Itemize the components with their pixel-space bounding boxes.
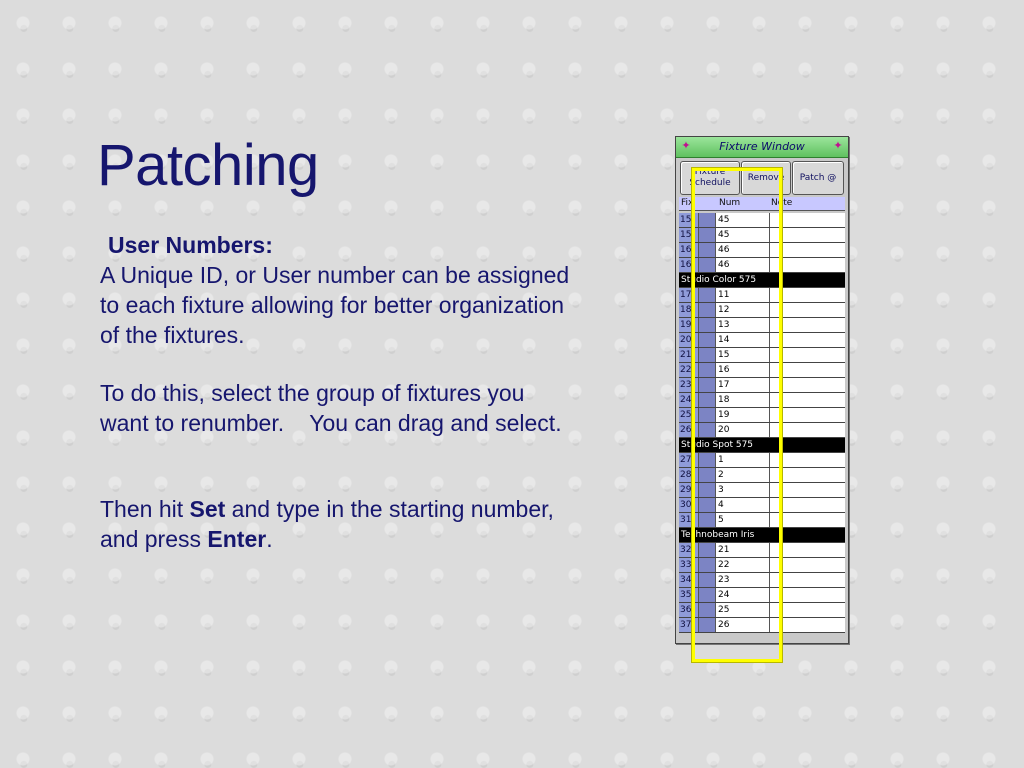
user-number-cell[interactable]: 13 — [715, 318, 770, 332]
fixture-id-cell[interactable]: 17 — [679, 288, 698, 302]
col-header-fixture[interactable]: Fix — [681, 198, 694, 208]
fixture-id-cell[interactable]: 24 — [679, 393, 698, 407]
fixture-window-title: Fixture Window — [719, 140, 805, 153]
fixture-id-cell[interactable]: 32 — [679, 543, 698, 557]
user-number-cell[interactable]: 22 — [715, 558, 770, 572]
user-number-cell[interactable]: 2 — [715, 468, 770, 482]
fixture-id-cell[interactable]: 31 — [679, 513, 698, 527]
fixture-id-cell[interactable]: 21 — [679, 348, 698, 362]
fixture-group-header[interactable]: Technobeam Iris — [679, 528, 845, 543]
user-number-cell[interactable]: 17 — [715, 378, 770, 392]
user-number-cell[interactable]: 16 — [715, 363, 770, 377]
fixture-id-cell[interactable]: 19 — [679, 318, 698, 332]
user-numbers-heading: User Numbers: — [108, 232, 273, 258]
fixture-id-cell[interactable]: 15 — [679, 228, 698, 242]
patch-at-button[interactable]: Patch @ — [792, 161, 844, 195]
user-number-cell[interactable]: 3 — [715, 483, 770, 497]
user-number-cell[interactable]: 1 — [715, 453, 770, 467]
user-number-cell[interactable]: 19 — [715, 408, 770, 422]
user-number-cell[interactable]: 15 — [715, 348, 770, 362]
user-number-cell[interactable]: 46 — [715, 258, 770, 272]
user-number-cell[interactable]: 11 — [715, 288, 770, 302]
user-number-cell[interactable]: 24 — [715, 588, 770, 602]
close-icon[interactable]: ✦ — [681, 139, 691, 152]
minimize-icon[interactable]: ✦ — [833, 139, 843, 152]
enter-keyword: Enter — [207, 526, 267, 552]
user-number-cell[interactable]: 4 — [715, 498, 770, 512]
user-number-cell[interactable]: 46 — [715, 243, 770, 257]
user-number-cell[interactable]: 14 — [715, 333, 770, 347]
fixture-group-header[interactable]: Studio Spot 575 — [679, 438, 845, 453]
fixture-id-cell[interactable]: 18 — [679, 303, 698, 317]
fixture-id-cell[interactable]: 35 — [679, 588, 698, 602]
user-number-cell[interactable]: 12 — [715, 303, 770, 317]
fixture-group-header[interactable]: Studio Color 575 — [679, 273, 845, 288]
renumber-instructions: To do this, select the group of fixtures you want to renumber. You can drag and select. — [100, 380, 562, 436]
fixture-id-cell[interactable]: 29 — [679, 483, 698, 497]
fixture-id-cell[interactable]: 34 — [679, 573, 698, 587]
user-number-cell[interactable]: 21 — [715, 543, 770, 557]
col-header-note[interactable]: Note — [771, 198, 793, 208]
user-number-cell[interactable]: 26 — [715, 618, 770, 632]
fixture-schedule-button[interactable]: Fixture Schedule — [680, 161, 740, 195]
fixture-id-cell[interactable]: 27 — [679, 453, 698, 467]
user-numbers-description: A Unique ID, or User number can be assigned to each fixture allowing for better organization of the fixtures. — [100, 262, 570, 348]
col-header-num[interactable]: Num — [719, 198, 741, 208]
selection-highlight — [692, 168, 782, 662]
slide-title: Patching — [97, 133, 319, 198]
fixture-id-cell[interactable]: 16 — [679, 258, 698, 272]
user-number-cell[interactable]: 18 — [715, 393, 770, 407]
fixture-id-cell[interactable]: 25 — [679, 408, 698, 422]
fixture-id-cell[interactable]: 20 — [679, 333, 698, 347]
fixture-window-titlebar[interactable] — [676, 137, 848, 158]
remove-button[interactable]: Remove — [741, 161, 791, 195]
user-number-cell[interactable]: 20 — [715, 423, 770, 437]
user-number-cell[interactable]: 5 — [715, 513, 770, 527]
set-keyword: Set — [189, 496, 226, 522]
fixture-id-cell[interactable]: 37 — [679, 618, 698, 632]
user-number-cell[interactable]: 45 — [715, 213, 770, 227]
user-number-cell[interactable]: 45 — [715, 228, 770, 242]
fixture-id-cell[interactable]: 15 — [679, 213, 698, 227]
set-enter-instructions: Then hit Set and type in the starting number, and press Enter. — [100, 496, 554, 552]
fixture-id-cell[interactable]: 33 — [679, 558, 698, 572]
fixture-id-cell[interactable]: 16 — [679, 243, 698, 257]
user-numbers-block — [100, 230, 570, 350]
fixture-id-cell[interactable]: 28 — [679, 468, 698, 482]
fixture-id-cell[interactable]: 30 — [679, 498, 698, 512]
fixture-id-cell[interactable]: 36 — [679, 603, 698, 617]
fixture-id-cell[interactable]: 22 — [679, 363, 698, 377]
user-number-cell[interactable]: 25 — [715, 603, 770, 617]
user-number-cell[interactable]: 23 — [715, 573, 770, 587]
fixture-id-cell[interactable]: 23 — [679, 378, 698, 392]
fixture-id-cell[interactable]: 26 — [679, 423, 698, 437]
